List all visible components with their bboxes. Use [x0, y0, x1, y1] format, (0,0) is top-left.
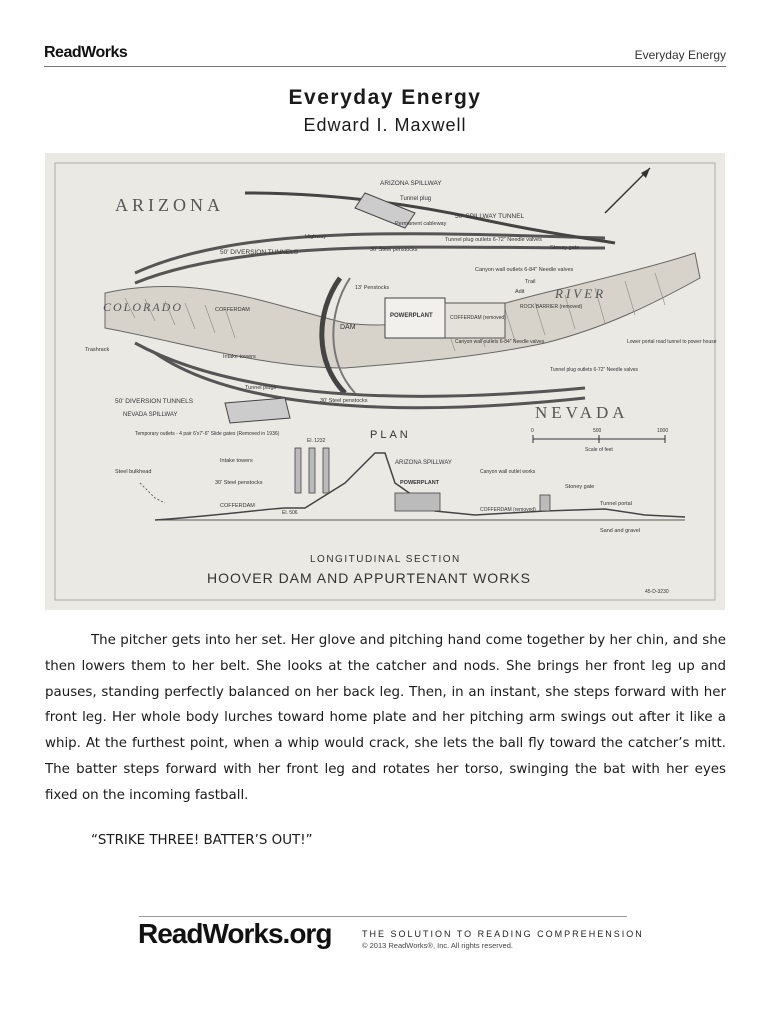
label-tunnel-plug: Tunnel plug	[400, 196, 432, 202]
label-tunnel-plug-outlets: Tunnel plug outlets 6-72" Needle valves	[445, 237, 542, 243]
label-cofferdam: COFFERDAM	[215, 307, 250, 313]
label-river: RIVER	[555, 286, 607, 301]
scale-0: 0	[531, 428, 534, 434]
article-paragraph: The pitcher gets into her set. Her glove and pitching hand come together by her chin, and she then lowers them to her belt. She looks at the catcher and nods. She brings her front leg up and pauses, standing perfectly balanced on her back leg. Then, in an instant, she steps forward with her front leg. Her whole body lurches toward home plate and her pitching arm swings out after it like a whip. At the furthest point, when a whip would crack, she lets the ball fly toward the catcher’s mitt. The batter steps forward with her front leg and rotates her torso, swinging the bat with her eyes fixed on the incoming fastball.	[45, 633, 726, 803]
label-trail: Trail	[525, 279, 536, 285]
hoover-dam-diagram	[45, 153, 725, 610]
footer-divider	[139, 916, 627, 917]
label-cofferdam-section: COFFERDAM	[220, 503, 255, 509]
label-arizona-spillway-section: ARIZONA SPILLWAY	[395, 460, 452, 466]
label-intake-towers: Intake towers	[223, 354, 256, 360]
label-arizona: ARIZONA	[115, 195, 224, 215]
label-arizona-spillway: ARIZONA SPILLWAY	[380, 180, 442, 187]
footer-tagline: THE SOLUTION TO READING COMPREHENSION	[362, 929, 644, 939]
label-stoney-gate-section: Stoney gate	[565, 484, 595, 490]
label-diversion-tunnels-bottom: 50' DIVERSION TUNNELS	[115, 398, 194, 405]
label-adit: Adit	[515, 289, 525, 295]
label-steel-bulkhead: Steel bulkhead	[115, 469, 152, 475]
scale-500: 500	[593, 428, 602, 434]
label-canyon-wall-outlets-top: Canyon wall outlets 6-84" Needle valves	[475, 267, 574, 273]
label-steel-penstocks-section: 30' Steel penstocks	[215, 480, 263, 486]
label-canyon-wall-outlet-works: Canyon wall outlet works	[480, 469, 536, 475]
drawing-number: 45-D-3230	[645, 589, 669, 595]
label-sand-gravel: Sand and gravel	[600, 528, 641, 534]
label-tunnel-portal: Tunnel portal	[600, 501, 632, 507]
label-temporary-outlets: Temporary outlets - 4 pair 6'x7'-6" Slide gates (Removed in 1936)	[135, 431, 280, 437]
label-powerplant: POWERPLANT	[390, 313, 433, 319]
label-steel-penstocks-top: 30' Steel penstocks	[370, 247, 418, 253]
header-running-title: Everyday Energy	[634, 48, 726, 62]
label-stoney-gate: Stoney gate	[550, 245, 580, 251]
label-spillway-tunnel: 50' SPILLWAY TUNNEL	[455, 213, 525, 220]
label-steel-penstocks-bottom: 30' Steel penstocks	[320, 398, 368, 404]
label-permanent-cableway: Permanent cableway	[395, 221, 447, 227]
label-dam: DAM	[340, 324, 356, 331]
label-powerplant-section: POWERPLANT	[400, 480, 440, 486]
article-body	[45, 628, 726, 809]
label-trashrack: Trashrack	[85, 347, 110, 353]
header-divider	[44, 66, 726, 67]
label-rock-barrier: ROCK BARRIER (removed)	[520, 304, 583, 310]
label-el-506: El. 506	[282, 510, 298, 516]
label-intake-towers-section: Intake towers	[220, 458, 253, 464]
label-nevada-spillway: NEVADA SPILLWAY	[123, 412, 178, 418]
article-author: Edward I. Maxwell	[303, 115, 467, 135]
label-diversion-tunnels-top: 50' DIVERSION TUNNELS	[220, 249, 299, 256]
label-canyon-wall-outlets-bottom: Canyon wall outlets 6-84" Needle valves	[455, 339, 545, 345]
footer-copyright: © 2013 ReadWorks®, Inc. All rights reserved.	[362, 941, 513, 950]
label-highway: Highway	[305, 234, 327, 240]
scale-label: Scale of feet	[585, 447, 613, 453]
scale-1000: 1000	[657, 428, 669, 434]
label-el-1232: El. 1232	[307, 438, 326, 444]
header-logo: ReadWorks	[44, 44, 128, 61]
label-lower-portal: Lower portal road tunnel to power house	[627, 339, 717, 345]
label-penstocks-13: 13' Penstocks	[355, 285, 390, 291]
label-plan: PLAN	[370, 429, 411, 441]
article-title: Everyday Energy	[288, 86, 482, 109]
label-colorado: COLORADO	[103, 300, 184, 314]
label-cofferdam-removed-section: COFFERDAM (removed)	[480, 507, 536, 513]
article-quote: “STRIKE THREE! BATTER’S OUT!”	[91, 833, 313, 848]
label-tunnel-plugs: Tunnel plugs	[245, 385, 277, 391]
footer-logo: ReadWorks.org	[138, 918, 332, 949]
label-cofferdam-removed: COFFERDAM (removed)	[450, 315, 506, 321]
diagram-caption: HOOVER DAM AND APPURTENANT WORKS	[207, 570, 531, 586]
label-tunnel-plug-outlets-bottom: Tunnel plug outlets 6-72" Needle valves	[550, 367, 639, 373]
label-longitudinal-section: LONGITUDINAL SECTION	[310, 554, 461, 565]
label-nevada: NEVADA	[535, 403, 629, 422]
